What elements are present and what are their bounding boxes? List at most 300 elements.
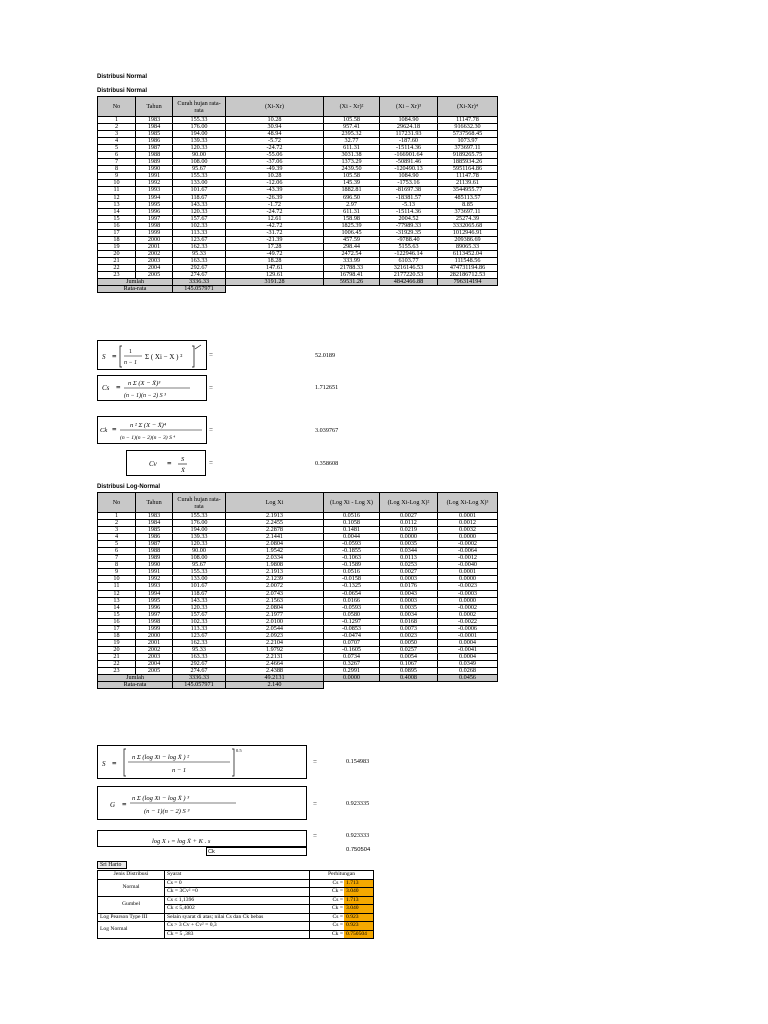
table-cell: 2004 bbox=[136, 660, 173, 667]
table-cell: 155.33 bbox=[173, 173, 226, 180]
svg-text:(n − 1)(n − 2)(n − 3) S ⁴: (n − 1)(n − 2)(n − 3) S ⁴ bbox=[120, 435, 176, 441]
table-cell: -0.0853 bbox=[324, 625, 380, 632]
summary-row bbox=[98, 896, 374, 905]
table-cell: 14 bbox=[98, 208, 136, 215]
table-cell: -0.0064 bbox=[438, 548, 498, 555]
table-cell: 282186712.53 bbox=[438, 272, 498, 279]
table-cell: 32.77 bbox=[324, 138, 380, 145]
table-cell: 2.0072 bbox=[226, 583, 324, 590]
sri-harto-tab: Sri Harto bbox=[97, 861, 127, 869]
table-cell: 5951164.86 bbox=[438, 166, 498, 173]
formula-cv-box bbox=[126, 450, 206, 476]
table-row bbox=[98, 208, 498, 215]
table-cell: 4 bbox=[98, 138, 136, 145]
table-cell: 2.0743 bbox=[226, 590, 324, 597]
table-cell: 0.0349 bbox=[438, 660, 498, 667]
table-cell: -0.0593 bbox=[324, 604, 380, 611]
table-cell: 0.0043 bbox=[380, 590, 438, 597]
table-cell: 1994 bbox=[136, 590, 173, 597]
table-cell: 21788.33 bbox=[324, 264, 380, 271]
table-cell: 5 bbox=[98, 145, 136, 152]
result-log-g2: 0.923333 bbox=[346, 832, 370, 839]
table-cell: 1885934.26 bbox=[438, 159, 498, 166]
table-cell: 194.00 bbox=[173, 131, 226, 138]
calc-cell bbox=[310, 879, 374, 888]
table-cell: 29624.18 bbox=[380, 124, 438, 131]
jumlah-value: 3336.33 bbox=[173, 675, 226, 682]
table-cell: 123.67 bbox=[173, 236, 226, 243]
table-cell: 176.00 bbox=[173, 124, 226, 131]
syarat-cell: Cs > 3 Cv + Cv² = 0,3 bbox=[165, 922, 310, 931]
table-cell: 18 bbox=[98, 632, 136, 639]
table-cell: 1993 bbox=[136, 583, 173, 590]
table-row bbox=[98, 541, 498, 548]
table-cell: 108.00 bbox=[173, 555, 226, 562]
table-row bbox=[98, 159, 498, 166]
calc-cell bbox=[310, 922, 374, 931]
table-cell: 1995 bbox=[136, 597, 173, 604]
table-cell: 117231.93 bbox=[380, 131, 438, 138]
table-cell: 611.31 bbox=[324, 208, 380, 215]
table-cell: 0.0268 bbox=[438, 668, 498, 675]
summary-header: Jenis Distribusi bbox=[98, 871, 165, 880]
table-row bbox=[98, 653, 498, 660]
table-cell: -0.1589 bbox=[324, 562, 380, 569]
table-cell: 0.0344 bbox=[380, 548, 438, 555]
table-cell: 2 bbox=[98, 124, 136, 131]
table-cell: 0.1067 bbox=[380, 660, 438, 667]
table-cell: 2004.52 bbox=[380, 215, 438, 222]
formula-log-x bbox=[98, 831, 308, 848]
table-cell: 133.00 bbox=[173, 180, 226, 187]
result-log-g: 0.923335 bbox=[346, 800, 370, 807]
col-header: (Xi-Xr)⁴ bbox=[438, 97, 498, 117]
table-row bbox=[98, 173, 498, 180]
distribution-name: Log Normal bbox=[98, 922, 165, 939]
jumlah-value: 796314194 bbox=[438, 279, 498, 286]
table-row bbox=[98, 257, 498, 264]
table-cell: 0.0000 bbox=[438, 576, 498, 583]
col-header: (Log Xi-Log X)³ bbox=[438, 493, 498, 513]
table-cell: 12.61 bbox=[226, 215, 324, 222]
table-cell: 2395.32 bbox=[324, 131, 380, 138]
table-cell: 1984 bbox=[136, 520, 173, 527]
table-cell: 2.1977 bbox=[226, 611, 324, 618]
table-cell: 1998 bbox=[136, 222, 173, 229]
table-cell: 0.0253 bbox=[380, 562, 438, 569]
table-cell: 21 bbox=[98, 257, 136, 264]
table-cell: -49.39 bbox=[226, 166, 324, 173]
table-cell: -0.0474 bbox=[324, 632, 380, 639]
table-cell: 1986 bbox=[136, 138, 173, 145]
table-cell: 2.2878 bbox=[226, 527, 324, 534]
calc-label: Cs = bbox=[332, 879, 343, 886]
table-cell: -12.06 bbox=[226, 180, 324, 187]
table-cell: 0.0516 bbox=[324, 569, 380, 576]
table-cell: 21 bbox=[98, 653, 136, 660]
calc-value: 0.923 bbox=[344, 922, 373, 930]
table-cell: 113.33 bbox=[173, 229, 226, 236]
formula-cv bbox=[127, 451, 207, 477]
svg-text:Cs: Cs bbox=[102, 384, 110, 392]
table-row bbox=[98, 180, 498, 187]
summary-table bbox=[97, 870, 374, 939]
table-cell: 1989 bbox=[136, 159, 173, 166]
table-row bbox=[98, 272, 498, 279]
jumlah-value: 0.0000 bbox=[324, 675, 380, 682]
table-cell: 2005 bbox=[136, 272, 173, 279]
table-cell: 1984 bbox=[136, 124, 173, 131]
svg-text:n − 1: n − 1 bbox=[124, 360, 138, 366]
svg-text:Ck: Ck bbox=[100, 427, 108, 434]
table-cell: 2.2104 bbox=[226, 639, 324, 646]
table-cell: -50891.46 bbox=[380, 159, 438, 166]
table-row bbox=[98, 145, 498, 152]
table-cell: 1994 bbox=[136, 194, 173, 201]
col-header: No bbox=[98, 493, 136, 513]
formula-ck bbox=[98, 417, 208, 445]
table-cell: 274.67 bbox=[173, 668, 226, 675]
table-cell: 1.9542 bbox=[226, 548, 324, 555]
table-cell: 1983 bbox=[136, 513, 173, 520]
table-row bbox=[98, 152, 498, 159]
table-cell: 1985 bbox=[136, 131, 173, 138]
svg-text:(n − 1)(n − 2) S ³: (n − 1)(n − 2) S ³ bbox=[144, 808, 190, 815]
syarat-cell: Cs = 0 bbox=[165, 879, 310, 888]
table-cell: 95.33 bbox=[173, 250, 226, 257]
table-cell: 474731194.86 bbox=[438, 264, 498, 271]
normal-subtitle: Distribusi Normal bbox=[97, 88, 148, 94]
calc-label: Cs = bbox=[332, 896, 343, 903]
table-cell: 105.58 bbox=[324, 117, 380, 124]
table-cell: 9 bbox=[98, 173, 136, 180]
table-cell: 6103.77 bbox=[380, 257, 438, 264]
table-cell: 3544955.77 bbox=[438, 187, 498, 194]
table-cell: -5.13 bbox=[380, 201, 438, 208]
table-cell: -21.39 bbox=[226, 236, 324, 243]
table-cell: -0.0012 bbox=[438, 555, 498, 562]
table-row bbox=[98, 229, 498, 236]
table-cell: 2439.50 bbox=[324, 166, 380, 173]
table-cell: 123.67 bbox=[173, 632, 226, 639]
table-cell: -31929.35 bbox=[380, 229, 438, 236]
table-cell: 30.94 bbox=[226, 124, 324, 131]
table-row bbox=[98, 117, 498, 124]
syarat-cell: Cs ≤ 1,1396 bbox=[165, 896, 310, 905]
table-cell: 2.1441 bbox=[226, 534, 324, 541]
svg-text:1: 1 bbox=[129, 349, 132, 355]
table-cell: 6 bbox=[98, 152, 136, 159]
table-row bbox=[98, 555, 498, 562]
result-log-s: 0.154983 bbox=[346, 758, 370, 765]
col-header: Tahun bbox=[136, 493, 173, 513]
col-header: (Log Xi - Log X) bbox=[324, 493, 380, 513]
table-cell: -49.72 bbox=[226, 250, 324, 257]
table-cell: 16 bbox=[98, 618, 136, 625]
table-cell: 1882.81 bbox=[324, 187, 380, 194]
table-cell: 11 bbox=[98, 583, 136, 590]
table-cell: 1993 bbox=[136, 187, 173, 194]
calc-label: Cs = bbox=[332, 922, 343, 928]
svg-text:Σ ( Xi − X ) ²: Σ ( Xi − X ) ² bbox=[145, 353, 183, 361]
table-cell: 0.0000 bbox=[438, 534, 498, 541]
table-row bbox=[98, 527, 498, 534]
formula-log-x-box bbox=[97, 830, 307, 847]
table-cell: 0.0001 bbox=[438, 513, 498, 520]
table-cell: 1992 bbox=[136, 180, 173, 187]
table-cell: 0.0707 bbox=[324, 639, 380, 646]
table-cell: 95.67 bbox=[173, 166, 226, 173]
table-cell: 2005 bbox=[136, 668, 173, 675]
table-cell: 6113452.04 bbox=[438, 250, 498, 257]
table-row bbox=[98, 222, 498, 229]
table-cell: 118.67 bbox=[173, 590, 226, 597]
table-cell: 12 bbox=[98, 590, 136, 597]
table-cell: 19 bbox=[98, 639, 136, 646]
table-cell: -0.0001 bbox=[438, 632, 498, 639]
table-cell: 2003 bbox=[136, 653, 173, 660]
table-cell: 1012946.91 bbox=[438, 229, 498, 236]
table-row bbox=[98, 618, 498, 625]
table-cell: 5 bbox=[98, 541, 136, 548]
table-cell: 298.44 bbox=[324, 243, 380, 250]
col-header: Curah hujan rata-rata bbox=[173, 97, 226, 117]
table-cell: 1991 bbox=[136, 173, 173, 180]
table-cell: -0.1325 bbox=[324, 583, 380, 590]
table-cell: 2.0804 bbox=[226, 604, 324, 611]
table-cell: 9 bbox=[98, 569, 136, 576]
svg-text:=: = bbox=[122, 800, 127, 809]
table-cell: 0.0012 bbox=[438, 520, 498, 527]
table-cell: 1991 bbox=[136, 569, 173, 576]
svg-text:0.5: 0.5 bbox=[236, 748, 242, 753]
table-row bbox=[98, 646, 498, 653]
table-cell: 0.1481 bbox=[324, 527, 380, 534]
table-cell: -166901.64 bbox=[380, 152, 438, 159]
table-cell: 0.0004 bbox=[438, 639, 498, 646]
jumlah-value: 4842466.88 bbox=[380, 279, 438, 286]
table-cell: 1989 bbox=[136, 555, 173, 562]
summary-header: Perhitungan bbox=[310, 871, 374, 880]
table-cell: 957.41 bbox=[324, 124, 380, 131]
table-cell: 457.59 bbox=[324, 236, 380, 243]
table-cell: 101.67 bbox=[173, 583, 226, 590]
formula-s bbox=[98, 341, 208, 371]
table-cell: -0.0003 bbox=[438, 590, 498, 597]
col-header: Log Xi bbox=[226, 493, 324, 513]
rata-value: 145.057971 bbox=[173, 682, 226, 689]
jumlah-label: Jumlah bbox=[98, 675, 173, 682]
table-cell: -24.72 bbox=[226, 208, 324, 215]
table-cell: 373697.11 bbox=[438, 145, 498, 152]
svg-text:n Σ (log Xi − log X̄ ) ²: n Σ (log Xi − log X̄ ) ² bbox=[132, 754, 190, 761]
table-cell: 2.2131 bbox=[226, 653, 324, 660]
table-cell: 118.67 bbox=[173, 194, 226, 201]
table-cell: 163.33 bbox=[173, 257, 226, 264]
jumlah-label: Jumlah bbox=[98, 279, 173, 286]
table-cell: 1987 bbox=[136, 145, 173, 152]
lognormal-subtitle: Distribusi Log-Normal bbox=[97, 484, 161, 490]
table-cell: 13 bbox=[98, 597, 136, 604]
table-row bbox=[98, 520, 498, 527]
table-cell: 162.33 bbox=[173, 639, 226, 646]
table-cell: -0.1297 bbox=[324, 618, 380, 625]
table-cell: 611.31 bbox=[324, 145, 380, 152]
table-cell: 4 bbox=[98, 534, 136, 541]
table-cell: 0.3267 bbox=[324, 660, 380, 667]
table-cell: -31.72 bbox=[226, 229, 324, 236]
calc-cell bbox=[310, 888, 374, 897]
table-cell: 143.33 bbox=[173, 597, 226, 604]
calc-label: Ck = bbox=[331, 930, 343, 937]
table-cell: 0.0035 bbox=[380, 541, 438, 548]
table-row bbox=[98, 243, 498, 250]
jumlah-value: 0.4008 bbox=[380, 675, 438, 682]
table-cell: 0.0027 bbox=[380, 513, 438, 520]
table-cell: -1753.16 bbox=[380, 180, 438, 187]
table-cell: 23 bbox=[98, 668, 136, 675]
table-cell: 158.98 bbox=[324, 215, 380, 222]
table-cell: 1373.29 bbox=[324, 159, 380, 166]
table-cell: 145.39 bbox=[324, 180, 380, 187]
summary-header: Syarat bbox=[165, 871, 310, 880]
table-cell: 1983 bbox=[136, 117, 173, 124]
table-cell: 102.33 bbox=[173, 618, 226, 625]
table-cell: 10 bbox=[98, 576, 136, 583]
formula-cs-box bbox=[97, 375, 207, 401]
table-cell: 2002 bbox=[136, 250, 173, 257]
table-cell: 3 bbox=[98, 527, 136, 534]
table-cell: 2.1563 bbox=[226, 597, 324, 604]
table-cell: -120490.13 bbox=[380, 166, 438, 173]
table-cell: 120.33 bbox=[173, 145, 226, 152]
table-cell: 15 bbox=[98, 611, 136, 618]
table-cell: 176.00 bbox=[173, 520, 226, 527]
table-cell: 1988 bbox=[136, 152, 173, 159]
syarat-cell: Selain syarat di atas; nilai Cs dan Ck bebas bbox=[165, 913, 310, 922]
table-cell: -0.1605 bbox=[324, 646, 380, 653]
svg-text:n ² Σ (X − X̄)⁴: n ² Σ (X − X̄)⁴ bbox=[130, 422, 167, 429]
table-cell: 12 bbox=[98, 194, 136, 201]
table-cell: 1 bbox=[98, 117, 136, 124]
svg-text:S: S bbox=[181, 456, 185, 463]
table-cell: 1006.45 bbox=[324, 229, 380, 236]
table-cell: 147.61 bbox=[226, 264, 324, 271]
table-cell: 139.33 bbox=[173, 138, 226, 145]
table-row bbox=[98, 250, 498, 257]
table-row bbox=[98, 548, 498, 555]
svg-text:=: = bbox=[167, 459, 172, 468]
svg-text:X̄: X̄ bbox=[181, 467, 185, 474]
table-cell: 0.0257 bbox=[380, 646, 438, 653]
table-cell: 0.0050 bbox=[380, 639, 438, 646]
result-ck: 3.039767 bbox=[315, 427, 339, 434]
table-cell: 10.28 bbox=[226, 173, 324, 180]
table-cell: -0.0593 bbox=[324, 541, 380, 548]
table-cell: 10 bbox=[98, 180, 136, 187]
table-row bbox=[98, 131, 498, 138]
table-cell: -26.39 bbox=[226, 194, 324, 201]
col-header: (Xi - Xr)² bbox=[324, 97, 380, 117]
table-cell: 2.1913 bbox=[226, 513, 324, 520]
table-cell: -18381.57 bbox=[380, 194, 438, 201]
table-row bbox=[98, 597, 498, 604]
table-cell: 18 bbox=[98, 236, 136, 243]
syarat-cell: Ck = 3Cv² =0 bbox=[165, 888, 310, 897]
table-row bbox=[98, 604, 498, 611]
table-cell: 101.67 bbox=[173, 187, 226, 194]
table-row bbox=[98, 590, 498, 597]
table-cell: 2.0544 bbox=[226, 625, 324, 632]
table-row bbox=[98, 668, 498, 675]
table-cell: 1990 bbox=[136, 166, 173, 173]
table-row bbox=[98, 576, 498, 583]
table-cell: 3216146.53 bbox=[380, 264, 438, 271]
calc-value: 3.040 bbox=[344, 888, 373, 896]
table-cell: 139.33 bbox=[173, 534, 226, 541]
table-cell: 0.0166 bbox=[324, 597, 380, 604]
table-cell: 1073.97 bbox=[438, 138, 498, 145]
table-cell: 111548.56 bbox=[438, 257, 498, 264]
table-cell: 120.33 bbox=[173, 604, 226, 611]
table-cell: 22 bbox=[98, 660, 136, 667]
jumlah-value: 59531.26 bbox=[324, 279, 380, 286]
table-row bbox=[98, 201, 498, 208]
jumlah-value: 3191.28 bbox=[226, 279, 324, 286]
table-cell: 0.0003 bbox=[380, 576, 438, 583]
table-cell: 16798.41 bbox=[324, 272, 380, 279]
table-cell: 485113.57 bbox=[438, 194, 498, 201]
table-cell: 0.0023 bbox=[380, 632, 438, 639]
table-cell: 7 bbox=[98, 555, 136, 562]
table-cell: 155.33 bbox=[173, 569, 226, 576]
table-cell: -1.72 bbox=[226, 201, 324, 208]
table-row bbox=[98, 583, 498, 590]
table-cell: 1995 bbox=[136, 201, 173, 208]
table-cell: -0.0006 bbox=[438, 625, 498, 632]
table-cell: 120.33 bbox=[173, 208, 226, 215]
table-cell: 15 bbox=[98, 215, 136, 222]
distribution-name: Normal bbox=[98, 879, 165, 896]
result-log-ck: 0.750504 bbox=[346, 847, 371, 853]
table-cell: 3031.38 bbox=[324, 152, 380, 159]
table-cell: 194.00 bbox=[173, 527, 226, 534]
table-cell: 0.0176 bbox=[380, 583, 438, 590]
table-cell: -81697.38 bbox=[380, 187, 438, 194]
calc-label: Ck = bbox=[331, 905, 343, 911]
table-cell: 157.67 bbox=[173, 215, 226, 222]
calc-label: Cs = bbox=[332, 913, 343, 920]
table-cell: 209386.69 bbox=[438, 236, 498, 243]
table-cell: 1990 bbox=[136, 562, 173, 569]
table-cell: -43.39 bbox=[226, 187, 324, 194]
table-cell: 274.67 bbox=[173, 272, 226, 279]
table-cell: 0.0734 bbox=[324, 653, 380, 660]
table-cell: 89065.33 bbox=[438, 243, 498, 250]
table-cell: 1996 bbox=[136, 208, 173, 215]
col-header: (Xi-Xr) bbox=[226, 97, 324, 117]
table-row bbox=[98, 639, 498, 646]
table-cell: 1997 bbox=[136, 611, 173, 618]
table-cell: 2472.54 bbox=[324, 250, 380, 257]
table-cell: -9788.40 bbox=[380, 236, 438, 243]
col-header: (Xi – Xr)³ bbox=[380, 97, 438, 117]
table-cell: 143.33 bbox=[173, 201, 226, 208]
table-cell: 2.97 bbox=[324, 201, 380, 208]
table-cell: 162.33 bbox=[173, 243, 226, 250]
rata-label: Rata-rata bbox=[98, 286, 173, 293]
table-cell: 0.0516 bbox=[324, 513, 380, 520]
